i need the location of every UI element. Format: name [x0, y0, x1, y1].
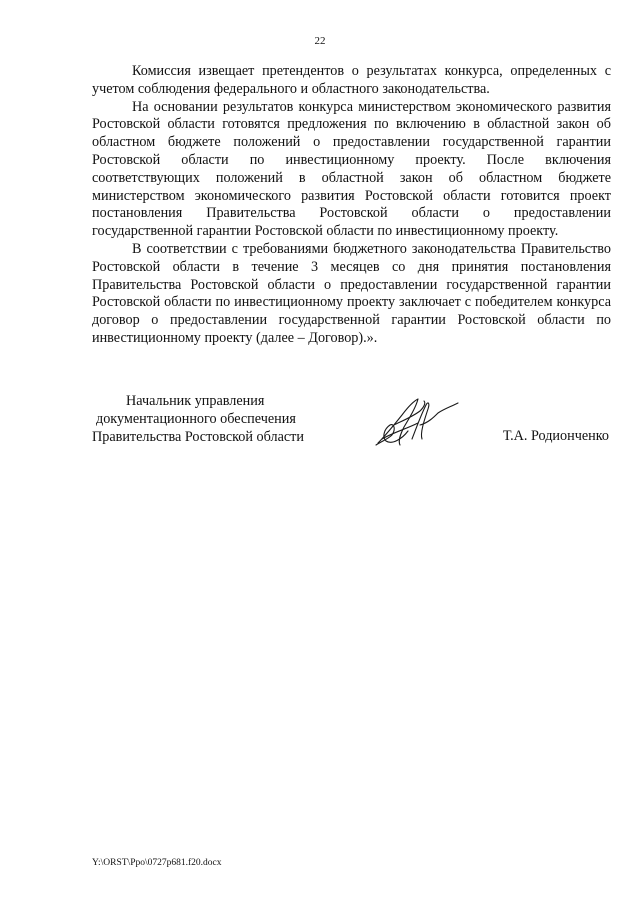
body-text: [92, 63, 611, 348]
paragraph-budget-provisions: На основании результатов конкурса министерством экономического развития Ростовской области готовятся предложения по включению в областной закон об областном бюджете положений о предоставлении государственной гарантии Ростовской области по инвестиционному проекту. После включения соответствующих положений в областной закон об областном бюджете министерством экономического развития Ростовской области готовится проект постановления Правительства Ростовской области о предоставлении государственной гарантии Ростовской области по инвестиционному проекту.: [92, 98, 611, 240]
paragraph-commission-notice: Комиссия извещает претендентов о результатах конкурса, определенных с учетом соблюдения федерального и областного законодательства.: [92, 63, 611, 97]
handwritten-signature: [372, 395, 462, 449]
signatory-name: Т.А. Родионченко: [502, 428, 609, 444]
document-file-path: Y:\ORST\Ppo\0727p681.f20.docx: [92, 858, 222, 868]
signatory-title-line: Правительства Ростовской области: [92, 428, 304, 445]
signatory-title-line: документационного обеспечения: [96, 410, 296, 427]
signatory-title-line: Начальник управления: [126, 393, 265, 409]
paragraph-guarantee-agreement: В соответствии с требованиями бюджетного законодательства Правительство Ростовской области в течение 3 месяцев со дня принятия постановления Правительства Ростовской области о предоставлении государственной гарантии Ростовской области по инвестиционному проекту заключает с победителем конкурса договор о предоставлении государственной гарантии Ростовской области по инвестиционному проекту (далее – Договор).».: [92, 240, 611, 346]
signatory-title: [92, 393, 332, 446]
page-number: 22: [314, 35, 326, 47]
